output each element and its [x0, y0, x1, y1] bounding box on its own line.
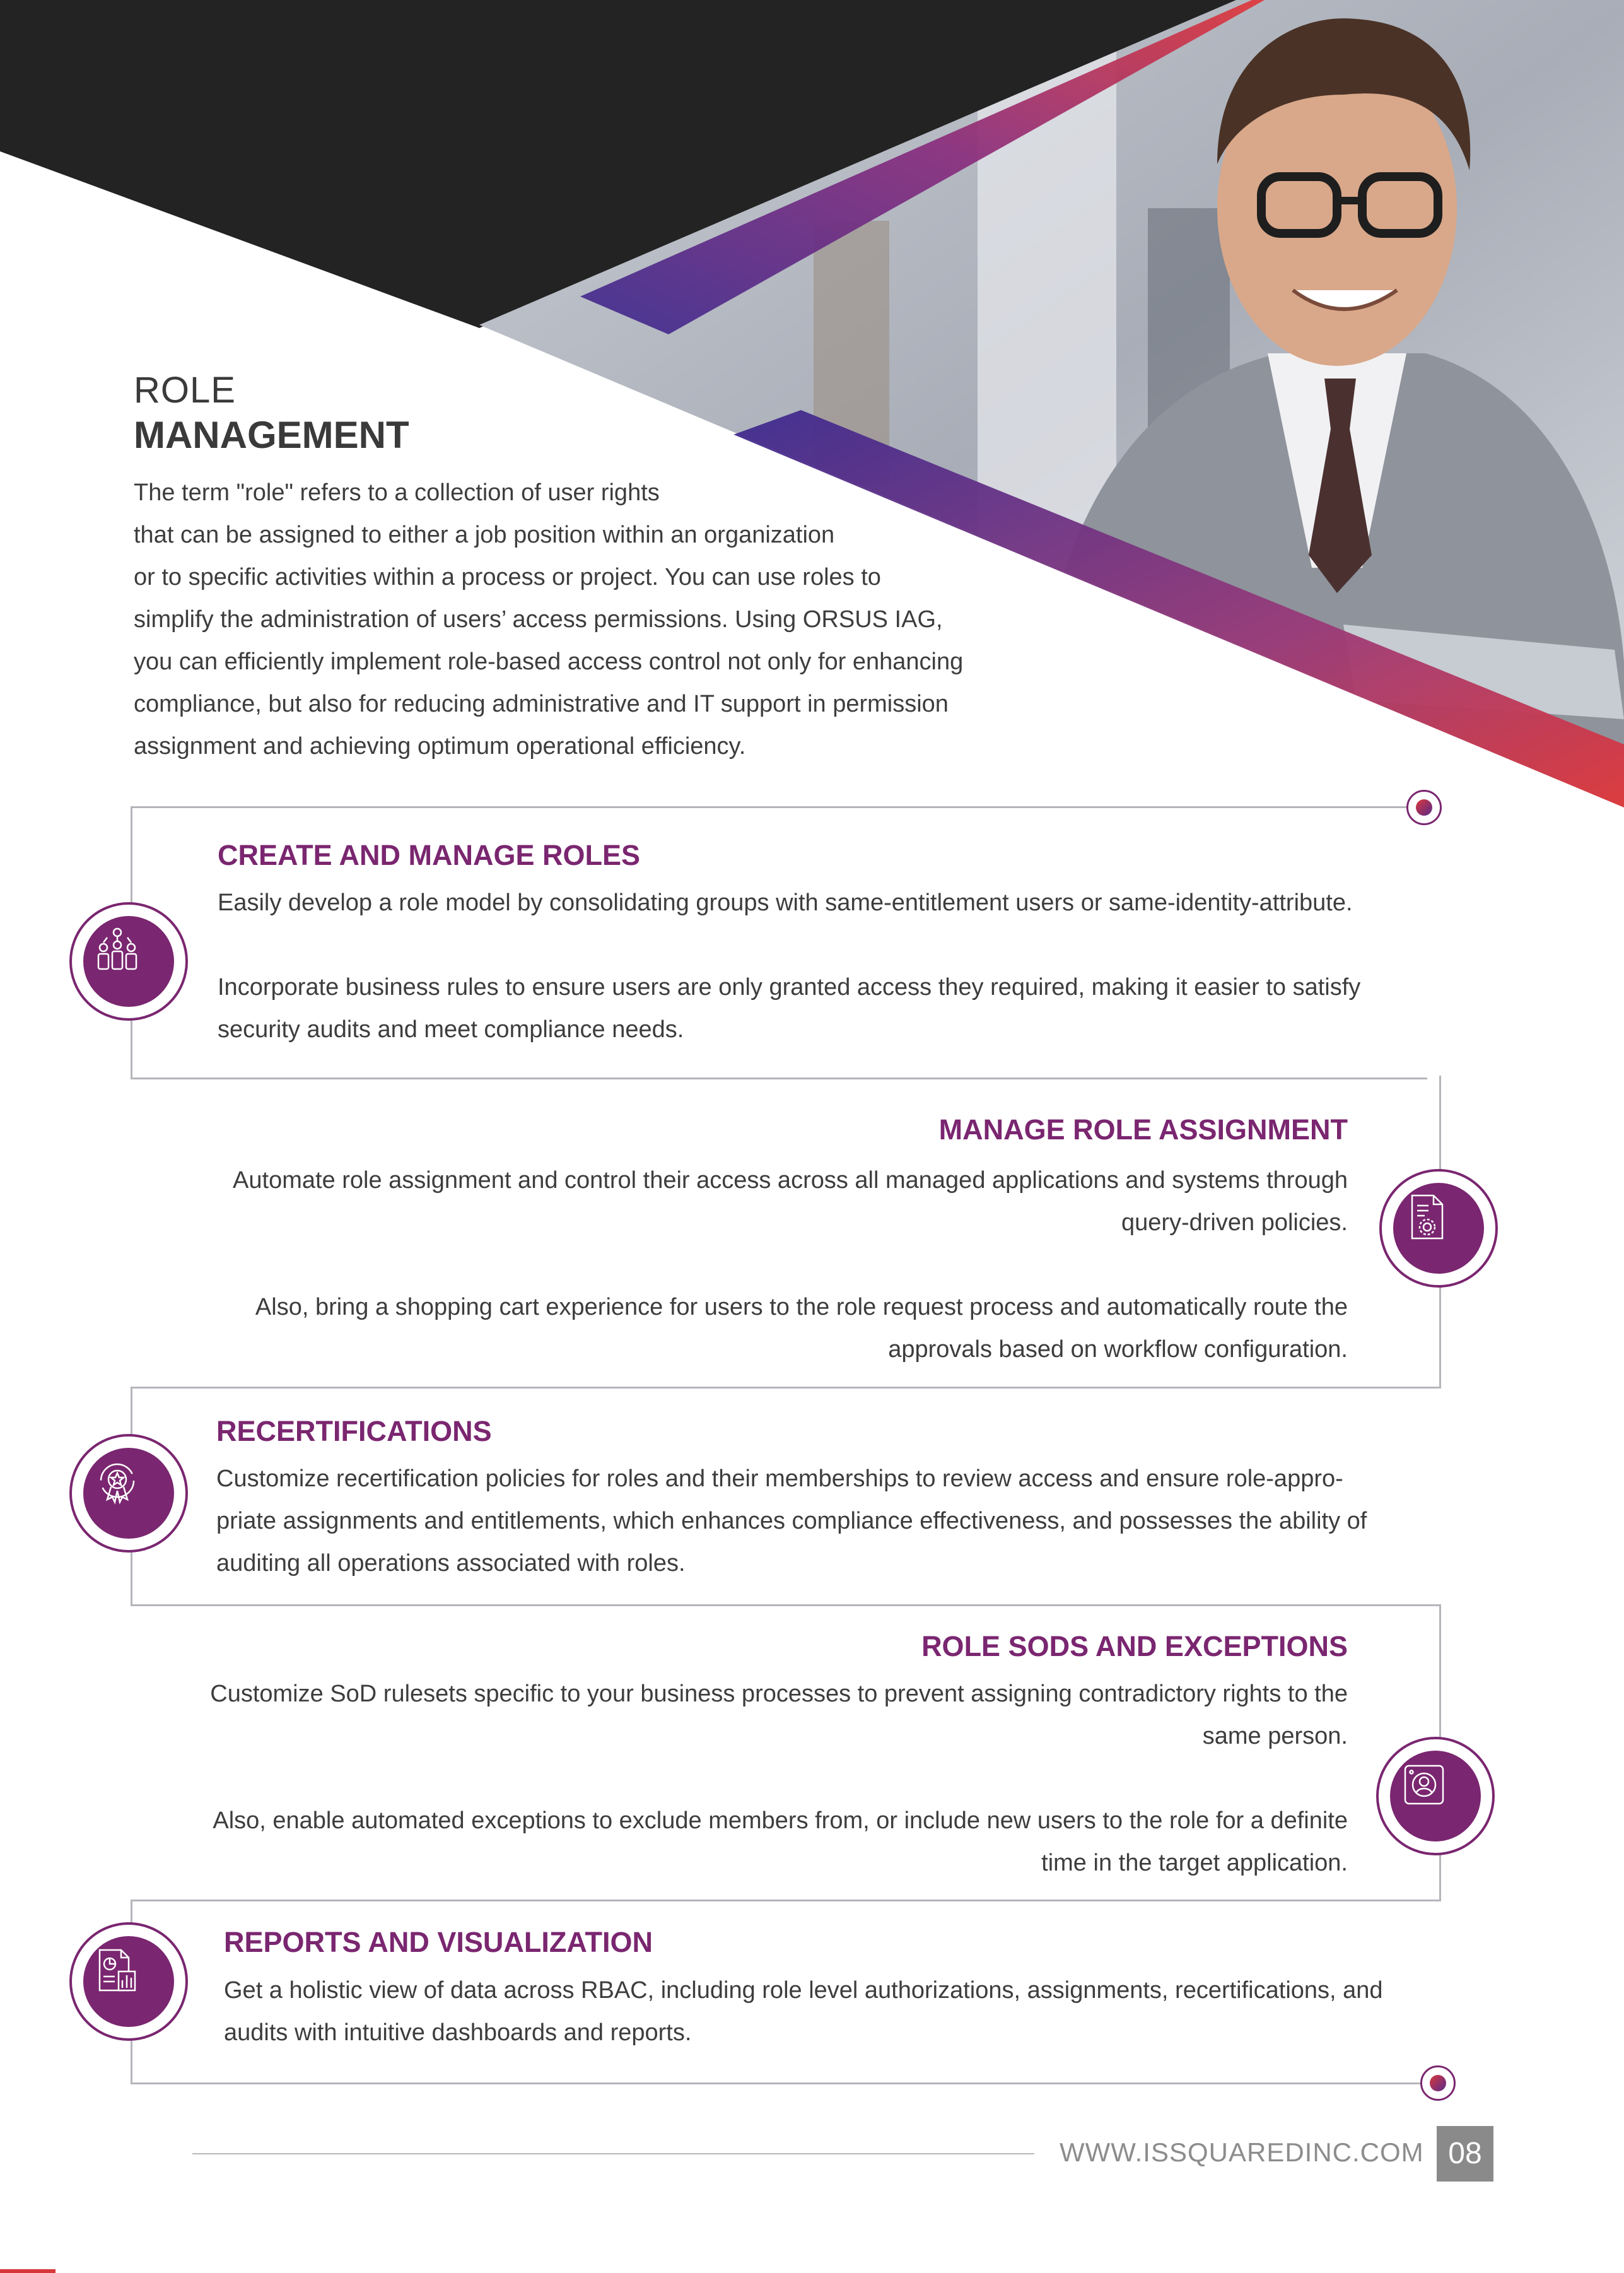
intro-line: or to specific activities within a process or project. You can use roles to — [134, 564, 881, 590]
section-body — [224, 1970, 1454, 2054]
section-icon-badge — [69, 1922, 188, 2041]
team-roles-icon — [93, 926, 141, 974]
section-line: Customize recertification policies for roles and their memberships to review access and ensure role-appro- — [216, 1465, 1343, 1492]
section-line: time in the target application. — [1041, 1850, 1348, 1876]
section-line: Incorporate business rules to ensure users are only granted access they required, making it easier to satisfy — [218, 974, 1361, 1001]
user-profile-frame-icon — [1400, 1761, 1448, 1809]
footer-divider — [192, 2153, 1034, 2154]
section-icon-badge — [69, 1434, 188, 1553]
connector-dot-bottom — [1420, 2065, 1456, 2101]
page-number: 08 — [1437, 2126, 1493, 2182]
section-line: same person. — [1202, 1723, 1348, 1749]
section-body — [218, 882, 1416, 1051]
section-body — [149, 1160, 1348, 1371]
footer-website-link[interactable]: WWW.ISSQUAREDINC.COM — [1060, 2137, 1424, 2167]
page-title-light: ROLE — [134, 370, 236, 411]
document-gear-icon — [1403, 1193, 1451, 1241]
section-line: query-driven policies. — [1121, 1209, 1348, 1236]
page-title-bold: MANAGEMENT — [134, 414, 409, 456]
corner-mark — [0, 2269, 55, 2273]
section-line: auditing all operations associated with roles. — [216, 1550, 686, 1577]
intro-line: that can be assigned to either a job position within an organization — [134, 522, 835, 548]
section-line: security audits and meet compliance needs. — [218, 1016, 684, 1043]
section-line: Also, bring a shopping cart experience for users to the role request process and automatically route the — [255, 1294, 1348, 1320]
section-line: Also, enable automated exceptions to exclude members from, or include new users to the role for a definite — [213, 1807, 1348, 1834]
section-body — [216, 1458, 1415, 1585]
intro-paragraph — [134, 472, 1048, 768]
section-title: CREATE AND MANAGE ROLES — [218, 839, 641, 871]
intro-line: compliance, but also for reducing administrative and IT support in permission — [134, 691, 949, 717]
section-title: RECERTIFICATIONS — [216, 1415, 492, 1447]
intro-line: The term "role" refers to a collection of user rights — [134, 479, 660, 506]
section-body — [23, 1673, 1348, 1884]
intro-line: you can efficiently implement role-based access control not only for enhancing — [134, 649, 964, 675]
section-icon-badge — [1379, 1169, 1498, 1288]
section-line: approvals based on workflow configuration. — [888, 1336, 1348, 1363]
section-line: Customize SoD rulesets specific to your business processes to prevent assigning contradictory rights to the — [210, 1681, 1348, 1707]
section-line: Get a holistic view of data across RBAC, including role level authorizations, assignments, recertifications, and — [224, 1977, 1383, 2004]
connector-dot-top — [1406, 790, 1442, 825]
intro-line: simplify the administration of users’ access permissions. Using ORSUS IAG, — [134, 606, 943, 633]
section-title: ROLE SODS AND EXCEPTIONS — [921, 1630, 1348, 1662]
report-chart-icon — [93, 1946, 141, 1994]
section-title: REPORTS AND VISUALIZATION — [224, 1926, 653, 1958]
certificate-badge-icon — [93, 1458, 141, 1506]
section-line: Automate role assignment and control their access across all managed applications and systems through — [233, 1167, 1348, 1194]
section-line: priate assignments and entitlements, which enhances compliance effectiveness, and possesses the ability of — [216, 1508, 1367, 1534]
intro-line: assignment and achieving optimum operational efficiency. — [134, 733, 746, 760]
section-line: audits with intuitive dashboards and reports. — [224, 2019, 692, 2046]
section-title: MANAGE ROLE ASSIGNMENT — [938, 1113, 1348, 1146]
section-icon-badge — [1376, 1737, 1495, 1855]
section-icon-badge — [69, 902, 188, 1021]
section-line: Easily develop a role model by consolidating groups with same-entitlement users or same-identity-attribute. — [218, 890, 1353, 916]
